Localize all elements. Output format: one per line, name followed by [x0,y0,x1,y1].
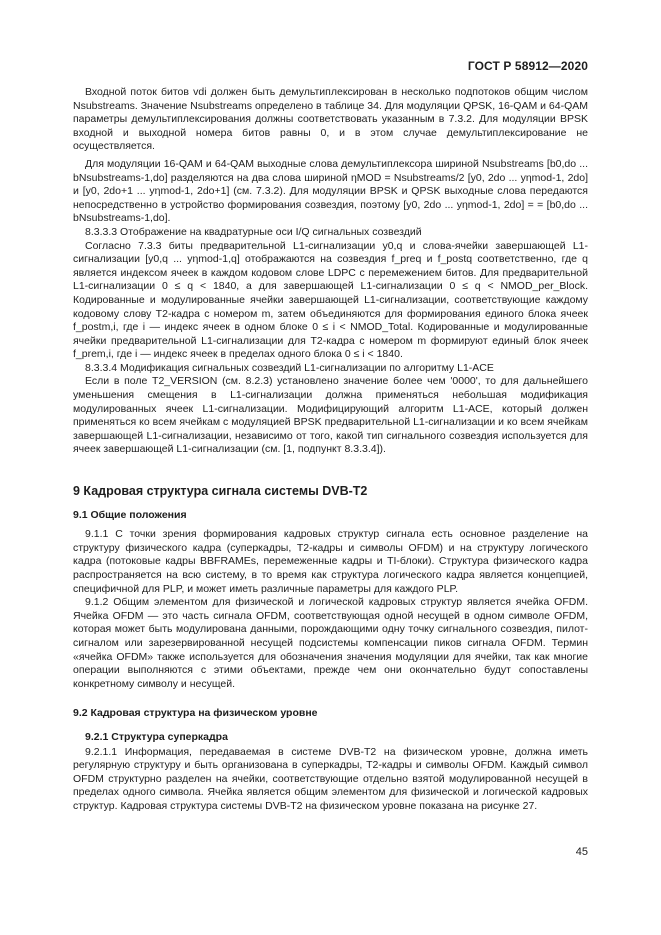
page-content [73,86,588,814]
section-9-2-1-title: 9.2.1 Структура суперкадра [85,730,228,743]
paragraph-iq-mapping: Согласно 7.3.3 биты предварительной L1-сигнализации y0,q и слова-ячейки завершающей L1-сигнализации [y0,q ... yηmod-1,q] отображаются на созвездия f_preq и f_postq соответственно, где q является индексом ячеек в каждом кодовом слове LDPC с перемежением битов. Для предварительной L1-сигнализации 0 ≤ q < 1840, а для завершающей L1-сигнализации 0 ≤ q < NMOD_per_Block. Кодированные и модулированные ячейки завершающей L1-сигнализации, соответствующие каждому кодовому слову T2-кадра с номером m, затем объединяются для формирования единого блока ячеек f_postm,i, где i — индекс ячеек в одном блоке 0 ≤ i < NMOD_Total. Кодированные и модулированные ячейки предварительной L1-сигнализации для T2-кадра с номером m формируют единый блок ячеек f_prem,i, где i — индекс ячеек в пределах одного блока 0 ≤ i < 1840. [73,239,588,361]
section-9-1-title: 9.1 Общие положения [73,508,187,521]
paragraph-9-2-1-1: 9.2.1.1 Информация, передаваемая в системе DVB-T2 на физическом уровне, должна иметь регулярную структуру и быть организована в суперкадры, T2-кадры и символы OFDM. Каждый символ OFDM структурно разделен на ячейки, соответствующие отдельно взятой модулированной несущей в пределах одного символа. Ячейка является общим элементом для физической и логической кадровых структур. Кадровая структура системы DVB-T2 на физическом уровне показана на рисунке 27. [73,745,588,812]
section-9-2-title: 9.2 Кадровая структура на физическом уровне [73,707,318,720]
paragraph-9-1-2: 9.1.2 Общим элементом для физической и логической кадровых структур является ячейка OFDM. Ячейка OFDM — это часть сигнала OFDM, соответствующая одной несущей в одном символе OFDM, которая может быть модулирована данными, порождающими одну точку сигнального созвездия, пилот-сигналом или зарезервированной несущей подсистемы компенсации пиков сигнала OFDM. Термин «ячейка OFDM» также используется для обозначения значения модуляции для ячейки, так как многие операции выполняются с этими объектами, прежде чем они окончательно будут сопоставлены конкретному символу и несущей. [73,596,588,690]
paragraph-9-1-1: 9.1.1 С точки зрения формирования кадровых структур сигнала есть основное разделение на структуру физического кадра (суперкадры, T2-кадры и символы OFDM) и на структуру логического кадра (потоковые кадры BBFRAMEs, перемеженные кадры и TI-блоки). Структура физического кадра распространяется на всю систему, в то время как структура логического кадра является концепцией, специфичной для PLP, и может иметь различные параметры для каждого PLP. [73,528,588,595]
document-header: ГОСТ Р 58912—2020 [467,59,588,73]
section-9-title: 9 Кадровая структура сигнала системы DVB-T2 [73,484,368,499]
paragraph-l1-ace: Если в поле T2_VERSION (см. 8.2.3) установлено значение более чем '0000', то для дальнейшего уменьшения смещения в L1-сигнализации должна применяться небольшая модификация модулированных ячеек L1-сигнализации. Модифицирующий алгоритм L1-ACE, который должен применяться ко всем ячейкам с модуляцией BPSK предварительной L1-сигнализации и ко всем ячейкам завершающей L1-сигнализации, независимо от того, какой тип сигнального созвездия используется для ячеек завершающей L1-сигнализации (см. [1, подпункт 8.3.3.4]). [73,375,588,456]
paragraph-demux-output: Для модуляции 16-QAM и 64-QAM выходные слова демультиплексора шириной Nsubstreams [b0,do ... bNsubstreams-1,do] разделяются на два слова шириной ηMOD = Nsubstreams/2 [y0, 2do ... yηmod-1, 2do] и [y0, 2do+1 ... yηmod-1, 2do+1] (см. 7.3.2). Для модуляции BPSK и QPSK выходные слова передаются непосредственно в устройство формирования созвездия, поэтому [y0, 2do ... yηmod-1, 2do] = = [b0,do ... bNsubstreams-1,do]. [73,157,588,225]
paragraph-demux-input: Входной поток битов vdi должен быть демультиплексирован в несколько подпотоков общим числом Nsubstreams. Значение Nsubstreams определено в таблице 34. Для модуляции QPSK, 16-QAM и 64-QAM параметры демультиплексирования должны соответствовать указанным в 7.3.2. Для модуляции BPSK входной и выходной номера битов равны 0, и в этом случае демультиплексирование не осуществляется. [73,86,588,153]
section-8-3-3-4-title: 8.3.3.4 Модификация сигнальных созвездий L1-сигнализации по алгоритму L1-ACE [85,361,494,374]
section-8-3-3-3-title: 8.3.3.3 Отображение на квадратурные оси I/Q сигнальных созвездий [85,225,422,238]
page-number: 45 [575,846,588,858]
